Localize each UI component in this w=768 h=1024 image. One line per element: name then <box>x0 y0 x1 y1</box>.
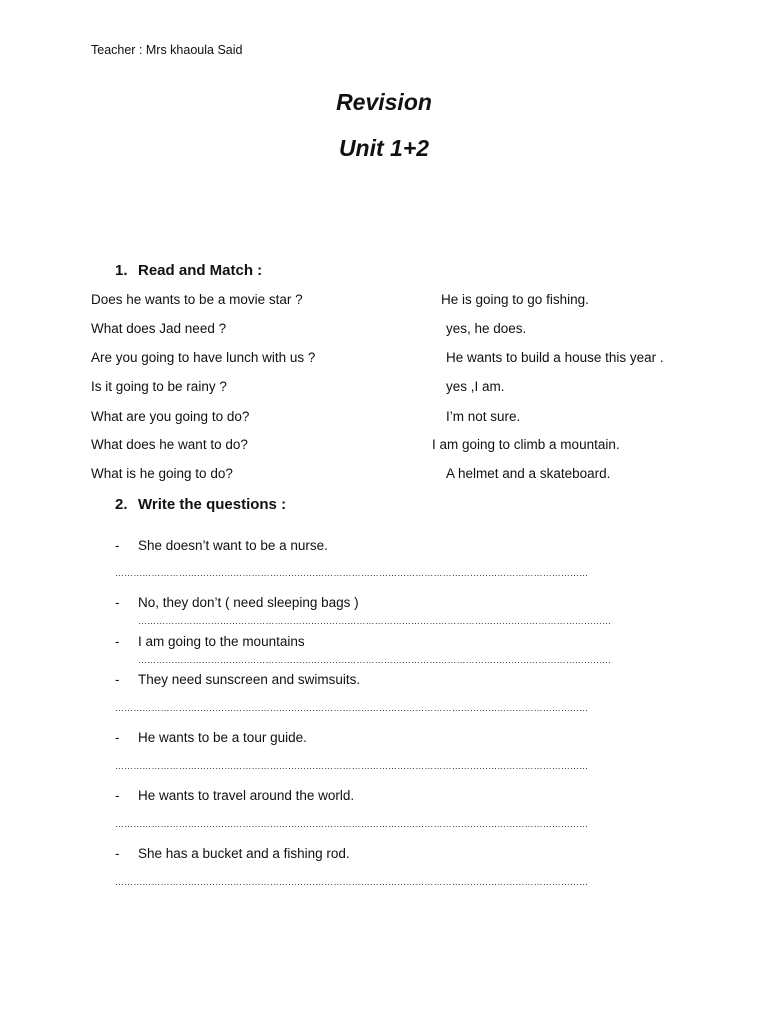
section2-title: Write the questions : <box>138 496 287 513</box>
match-question: What are you going to do? <box>91 409 250 424</box>
list-dash: - <box>115 672 120 687</box>
answer-line[interactable]: ………………………………………………………………………………………………………………………………………… <box>115 568 589 578</box>
match-question: Is it going to be rainy ? <box>91 379 227 394</box>
match-answer: yes, he does. <box>446 321 527 336</box>
answer-statement: He wants to travel around the world. <box>138 788 355 803</box>
section1-title: Read and Match : <box>138 262 263 279</box>
answer-line[interactable]: ………………………………………………………………………………………………………………………………………… <box>138 655 612 665</box>
answer-statement: She doesn’t want to be a nurse. <box>138 538 328 553</box>
answer-statement: I am going to the mountains <box>138 634 305 649</box>
answer-line[interactable]: ………………………………………………………………………………………………………………………………………… <box>115 819 589 829</box>
answer-line[interactable]: ………………………………………………………………………………………………………………………………………… <box>115 761 589 771</box>
list-dash: - <box>115 538 120 553</box>
match-question: Does he wants to be a movie star ? <box>91 292 303 307</box>
match-question: Are you going to have lunch with us ? <box>91 350 316 365</box>
answer-statement: He wants to be a tour guide. <box>138 730 307 745</box>
answer-statement: They need sunscreen and swimsuits. <box>138 672 361 687</box>
list-dash: - <box>115 730 120 745</box>
list-dash: - <box>115 788 120 803</box>
list-dash: - <box>115 595 120 610</box>
answer-line[interactable]: ………………………………………………………………………………………………………………………………………… <box>138 616 612 626</box>
answer-line[interactable]: ………………………………………………………………………………………………………………………………………… <box>115 703 589 713</box>
match-answer: I am going to climb a mountain. <box>432 437 620 452</box>
match-answer: He is going to go fishing. <box>441 292 589 307</box>
page-subtitle: Unit 1+2 <box>338 135 430 161</box>
answer-line[interactable]: ………………………………………………………………………………………………………………………………………… <box>115 877 589 887</box>
match-question: What does he want to do? <box>91 437 248 452</box>
match-question: What does Jad need ? <box>91 321 227 336</box>
list-dash: - <box>115 634 120 649</box>
page-title: Revision <box>336 89 432 115</box>
match-answer: I’m not sure. <box>446 409 521 424</box>
answer-statement: No, they don’t ( need sleeping bags ) <box>138 595 359 610</box>
match-answer: yes ,I am. <box>446 379 505 394</box>
teacher-name: Teacher : Mrs khaoula Said <box>91 43 243 57</box>
match-answer: He wants to build a house this year . <box>446 350 664 365</box>
match-question: What is he going to do? <box>91 466 233 481</box>
list-dash: - <box>115 846 120 861</box>
section1-number: 1. <box>115 262 128 279</box>
match-answer: A helmet and a skateboard. <box>446 466 611 481</box>
answer-statement: She has a bucket and a fishing rod. <box>138 846 350 861</box>
section2-number: 2. <box>115 496 128 513</box>
